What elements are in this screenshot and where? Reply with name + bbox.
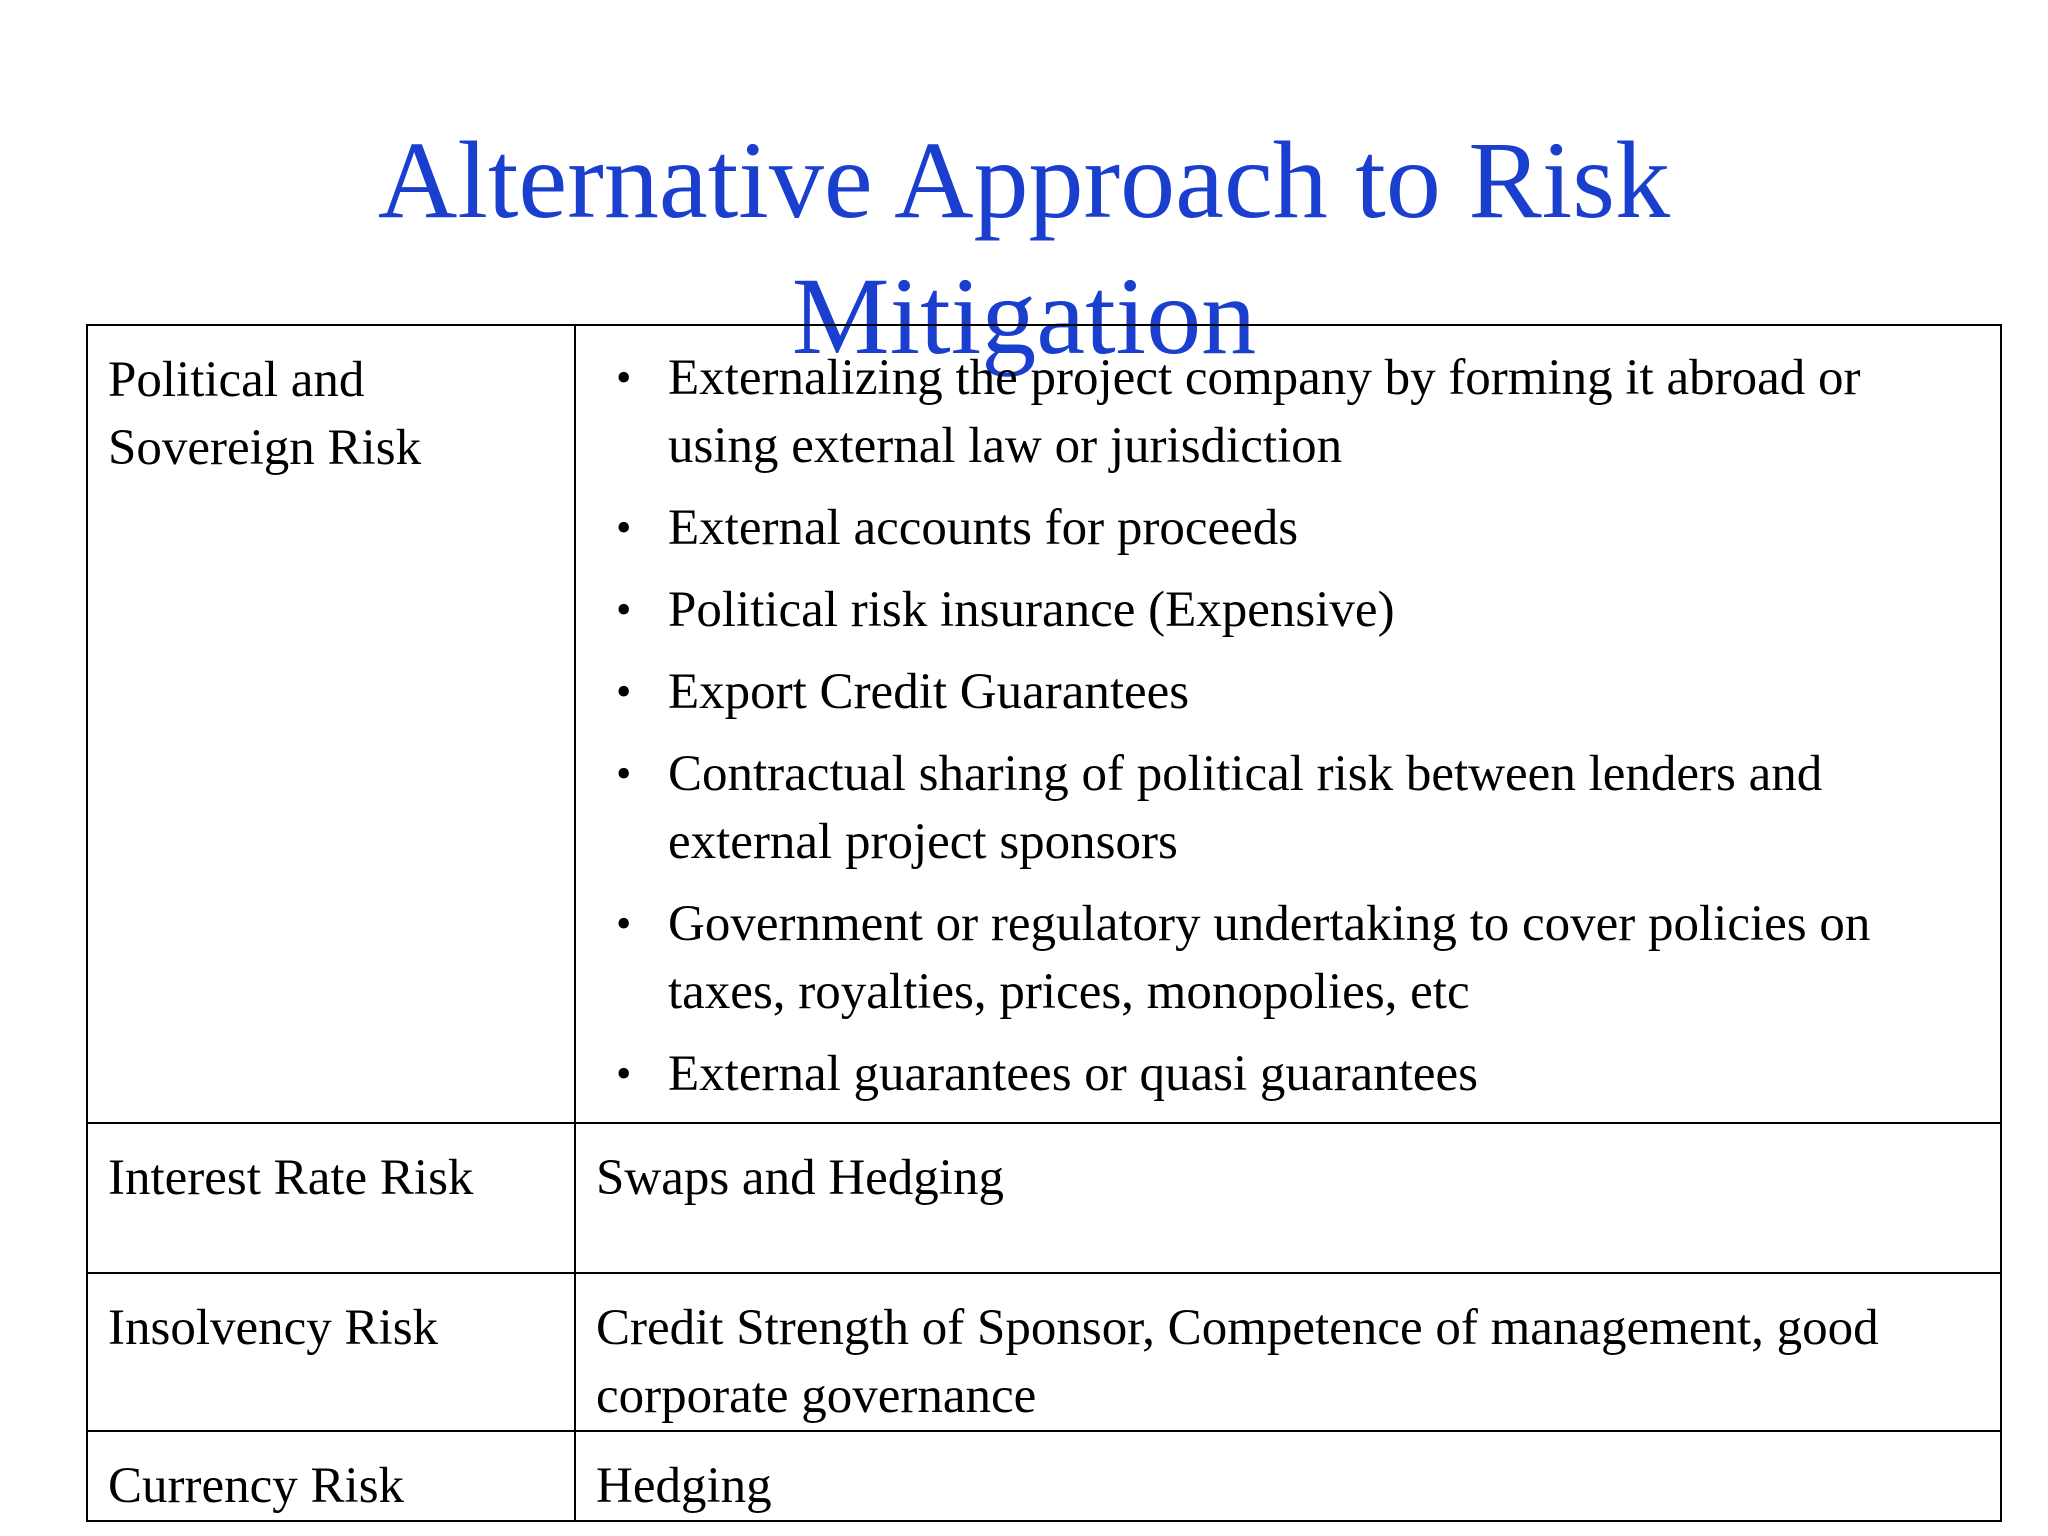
mitigation-cell [575, 1123, 2001, 1273]
risk-mitigation-table [86, 324, 2002, 1522]
mitigation-cell [575, 1431, 2001, 1521]
mitigation-text: Credit Strength of Sponsor, Competence of management, good corporate governance [596, 1300, 1879, 1424]
mitigation-bullet-item: • Externalizing the project company by forming it abroad or using external law or jurisdiction [616, 344, 1980, 480]
risk-label: Interest Rate Risk [108, 1150, 474, 1206]
table-row-currency-risk [87, 1431, 2001, 1521]
table-row-interest-rate-risk [87, 1123, 2001, 1273]
mitigation-bullet-item: • External guarantees or quasi guarantees [616, 1040, 1980, 1108]
table-row-political-sovereign-risk [87, 325, 2001, 1123]
slide-title-line-2: Mitigation [791, 254, 1257, 377]
mitigation-bullet-item: • Government or regulatory undertaking to cover policies on taxes, royalties, prices, monopolies, etc [616, 890, 1980, 1026]
mitigation-cell [575, 1273, 2001, 1431]
mitigation-cell [575, 325, 2001, 1123]
mitigation-bullet-list [576, 326, 2000, 1108]
table-row-insolvency-risk [87, 1273, 2001, 1431]
mitigation-bullet-item: • External accounts for proceeds [616, 494, 1980, 562]
mitigation-text: Swaps and Hedging [596, 1150, 1004, 1206]
risk-cell [87, 325, 575, 1123]
risk-label: Insolvency Risk [108, 1300, 439, 1356]
risk-cell [87, 1431, 575, 1521]
risk-cell [87, 1273, 575, 1431]
risk-cell [87, 1123, 575, 1273]
mitigation-bullet-item: • Political risk insurance (Expensive) [616, 576, 1980, 644]
mitigation-bullet-item: • Export Credit Guarantees [616, 658, 1980, 726]
mitigation-text: Hedging [596, 1458, 772, 1514]
slide-title-line-1: Alternative Approach to Risk [377, 118, 1671, 241]
risk-label: Currency Risk [108, 1458, 405, 1514]
risk-label: Political and Sovereign Risk [108, 352, 422, 476]
mitigation-bullet-item: • Contractual sharing of political risk between lenders and external project sponsors [616, 740, 1980, 876]
